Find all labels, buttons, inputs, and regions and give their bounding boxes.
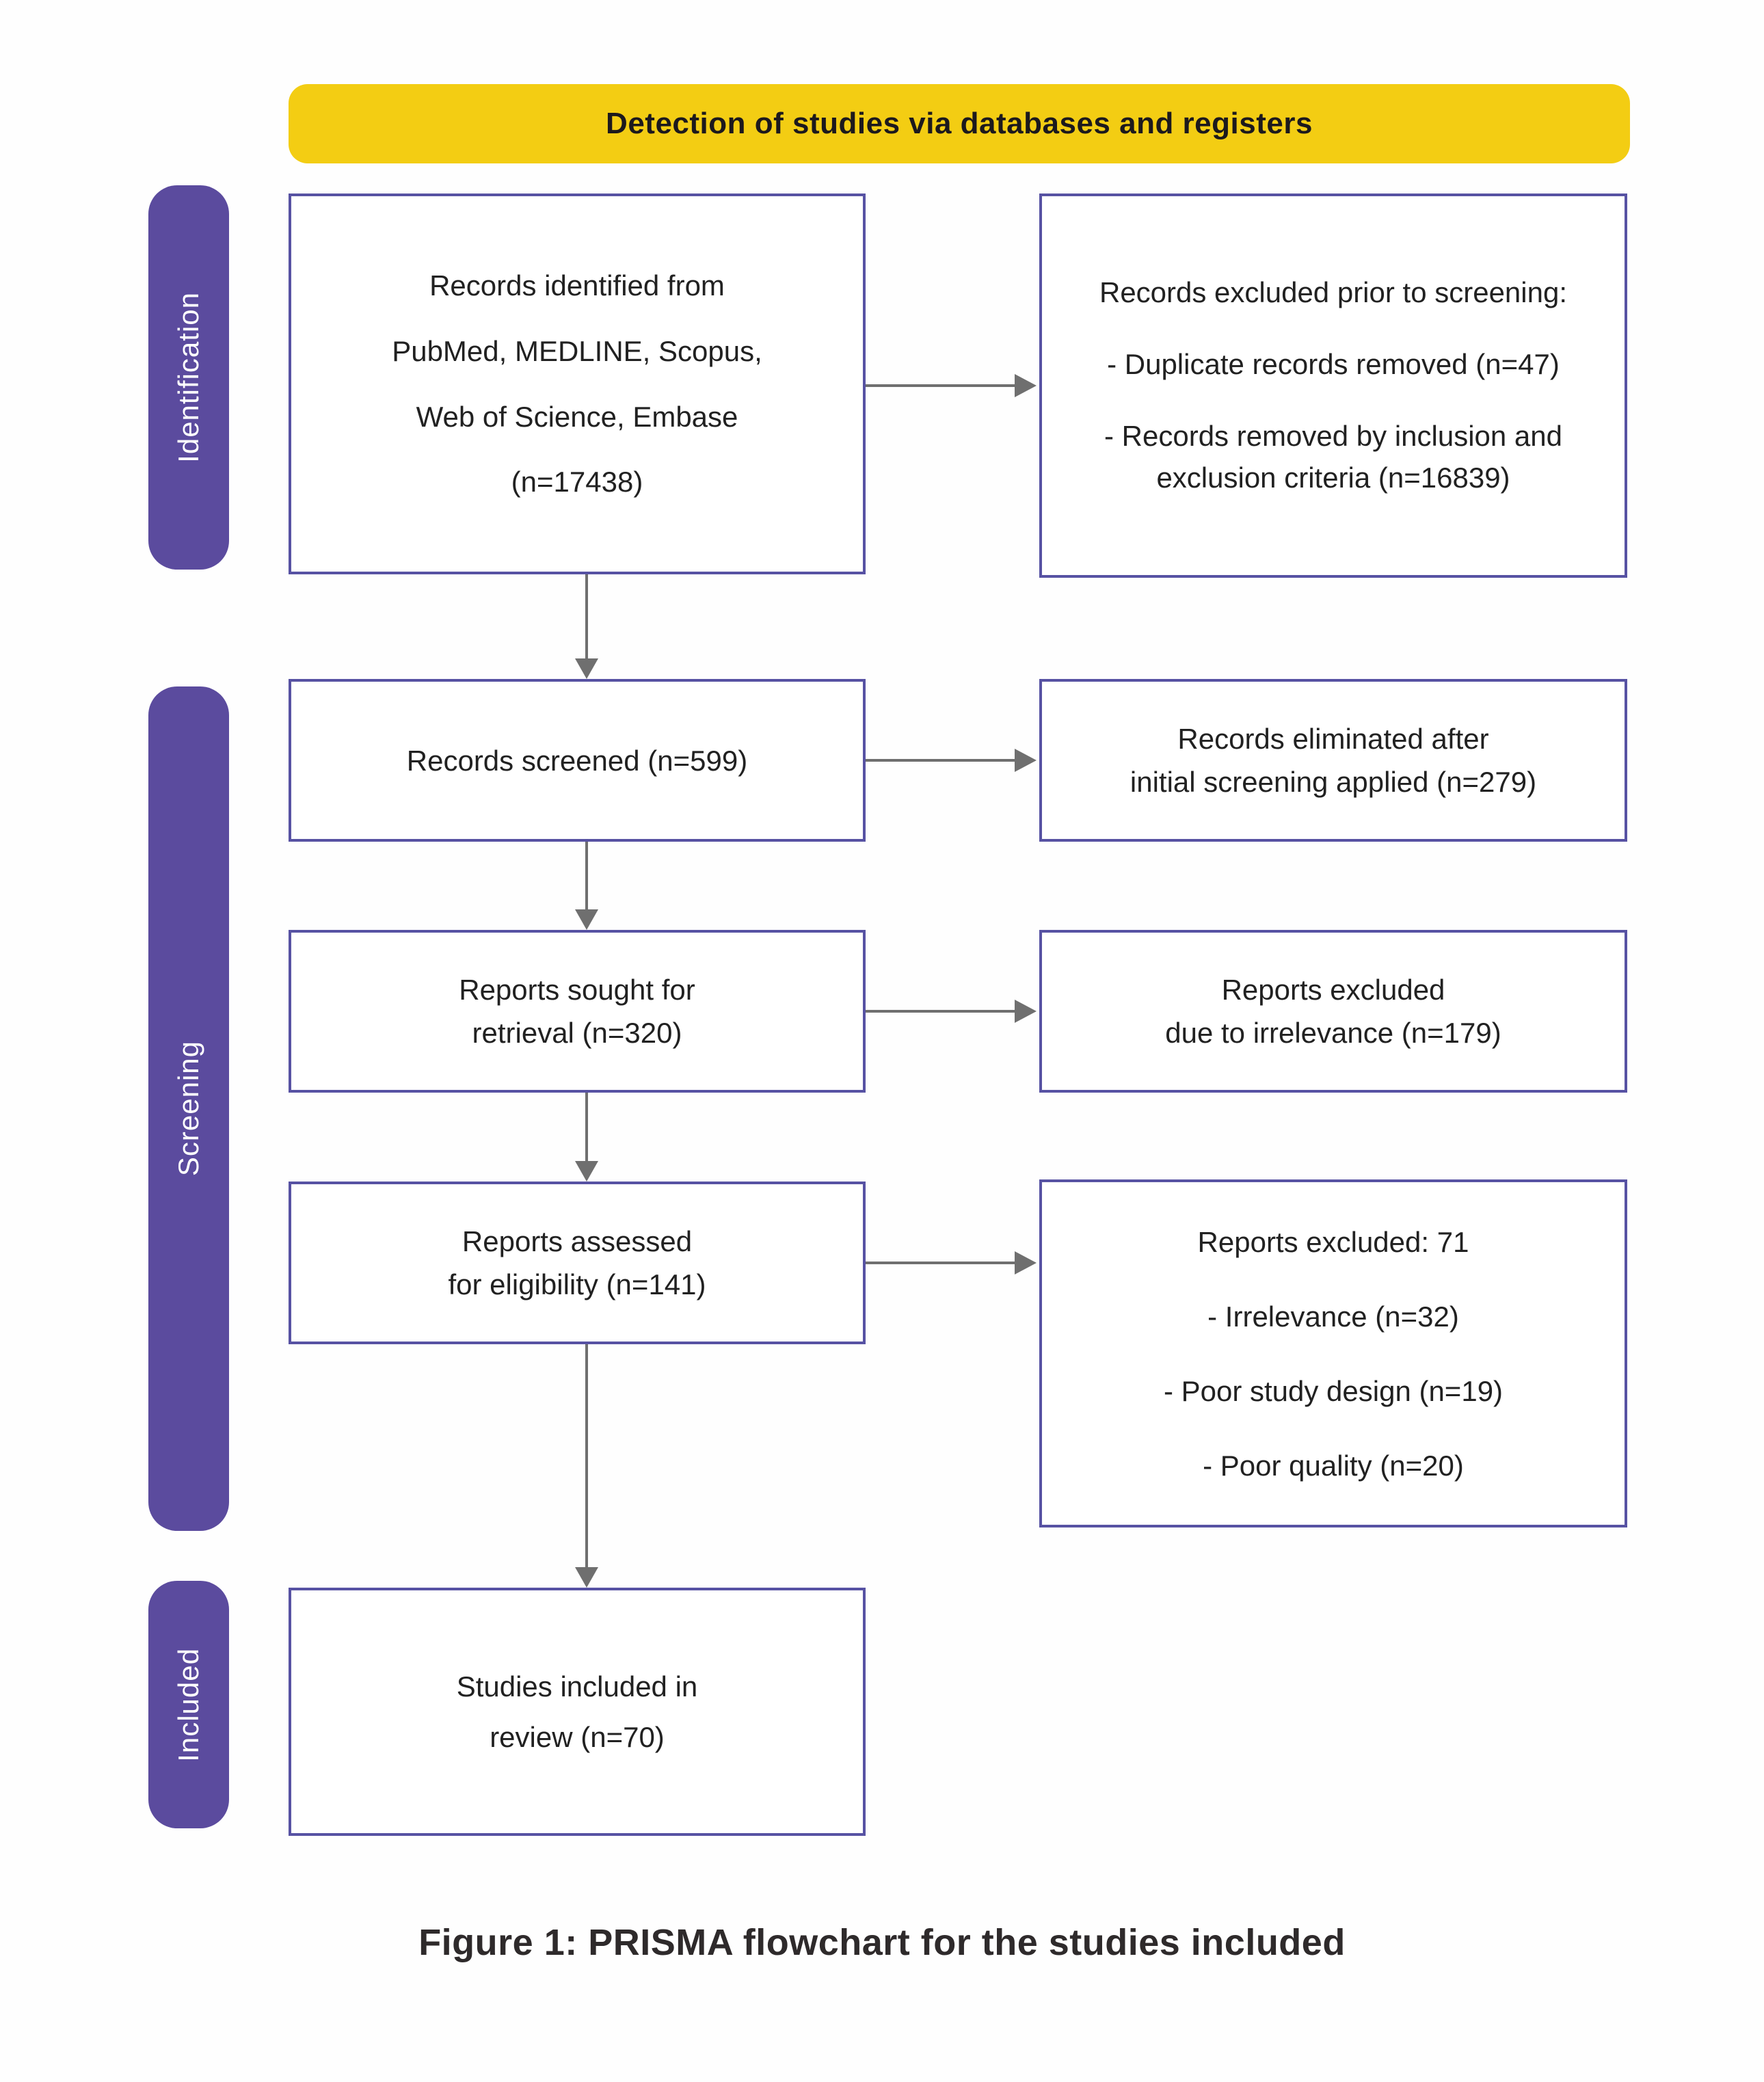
box-reports-sought	[289, 930, 866, 1093]
arrow-sought-to-assessed-line	[585, 1093, 588, 1162]
box-records-eliminated-line: initial screening applied (n=279)	[1130, 766, 1537, 798]
box-studies-included	[289, 1588, 866, 1836]
arrow-sought-to-excluded-head-icon	[1015, 1000, 1037, 1023]
stage-pill-included-label: Included	[172, 1647, 204, 1762]
arrow-screened-to-eliminated-head-icon	[1015, 749, 1037, 772]
arrow-identified-to-excluded-line	[866, 384, 1015, 387]
arrow-assessed-to-excluded-head-icon	[1015, 1251, 1037, 1274]
box-records-identified-line: Web of Science, Embase	[416, 400, 738, 433]
figure-caption: Figure 1: PRISMA flowchart for the studies included	[418, 1922, 1346, 1963]
header-banner	[289, 84, 1630, 163]
box-studies-included-line: review (n=70)	[490, 1720, 665, 1753]
box-records-excluded-prior	[1039, 193, 1627, 578]
box-reports-excluded-eligibility-title: Reports excluded: 71	[1197, 1225, 1469, 1258]
stage-pill-screening	[148, 686, 229, 1531]
box-records-eliminated-line: Records eliminated after	[1177, 723, 1489, 755]
box-records-identified	[289, 193, 866, 574]
box-records-screened	[289, 679, 866, 842]
stage-pill-screening-label: Screening	[172, 1041, 204, 1177]
box-records-screened-text: Records screened (n=599)	[406, 744, 748, 777]
box-reports-excluded-eligibility-item: - Poor study design (n=19)	[1163, 1374, 1504, 1407]
arrow-assessed-to-included-head-icon	[575, 1567, 598, 1588]
box-reports-excluded-eligibility-item: - Poor quality (n=20)	[1203, 1449, 1464, 1482]
box-studies-included-line: Studies included in	[456, 1670, 698, 1703]
arrow-assessed-to-included-line	[585, 1344, 588, 1569]
box-reports-excluded-irrelevance	[1039, 930, 1627, 1093]
box-reports-assessed-line: Reports assessed	[462, 1225, 693, 1257]
arrow-identified-to-excluded-head-icon	[1015, 374, 1037, 397]
stage-pill-identification	[148, 185, 229, 570]
stage-pill-identification-label: Identification	[172, 292, 204, 463]
box-reports-excluded-eligibility-item: - Irrelevance (n=32)	[1207, 1300, 1459, 1333]
box-reports-excluded-eligibility	[1039, 1179, 1627, 1527]
box-records-excluded-prior-title: Records excluded prior to screening:	[1099, 276, 1568, 309]
box-reports-assessed-line: for eligibility (n=141)	[448, 1268, 706, 1300]
box-records-excluded-prior-item: - Records removed by inclusion and exclusion criteria (n=16839)	[1104, 420, 1562, 494]
header-banner-label: Detection of studies via databases and registers	[606, 107, 1313, 140]
stage-pill-included	[148, 1581, 229, 1828]
arrow-sought-to-excluded-line	[866, 1010, 1015, 1013]
arrow-screened-to-eliminated-line	[866, 759, 1015, 762]
box-reports-excluded-irrelevance-line: due to irrelevance (n=179)	[1165, 1017, 1501, 1049]
arrow-sought-to-assessed-head-icon	[575, 1161, 598, 1182]
box-records-eliminated	[1039, 679, 1627, 842]
box-reports-sought-line: retrieval (n=320)	[472, 1017, 682, 1049]
box-reports-assessed	[289, 1182, 866, 1344]
arrow-identified-to-screened-head-icon	[575, 658, 598, 679]
box-records-excluded-prior-item: - Duplicate records removed (n=47)	[1107, 348, 1560, 381]
arrow-screened-to-sought-head-icon	[575, 909, 598, 930]
arrow-screened-to-sought-line	[585, 842, 588, 911]
box-reports-sought-line: Reports sought for	[459, 974, 695, 1006]
arrow-assessed-to-excluded-line	[866, 1262, 1015, 1264]
box-reports-excluded-irrelevance-line: Reports excluded	[1221, 974, 1445, 1006]
box-records-identified-count: (n=17438)	[511, 466, 643, 498]
box-records-identified-line: PubMed, MEDLINE, Scopus,	[392, 334, 762, 367]
box-records-identified-line: Records identified from	[429, 269, 725, 302]
arrow-identified-to-screened-line	[585, 574, 588, 660]
